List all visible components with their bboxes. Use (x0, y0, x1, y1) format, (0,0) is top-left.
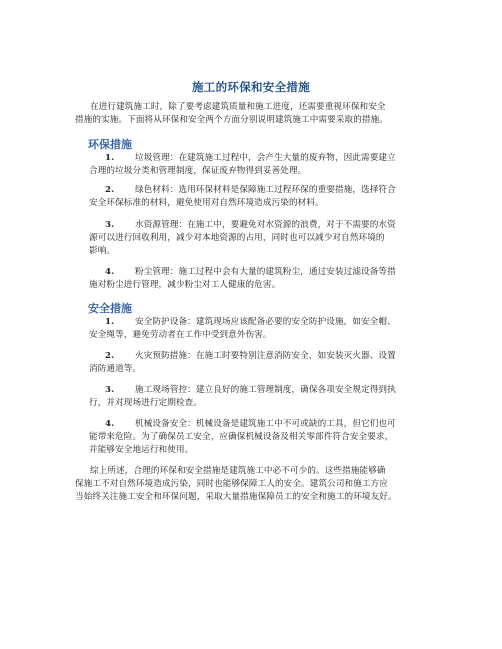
item-text: 施对粉尘进行管理，减少粉尘对工人健康的危害。 (89, 280, 281, 290)
item-text: 安全防护设备：建筑现场应该配备必要的安全防护设施，如安全帽、 (135, 317, 396, 327)
item-number: 3. (105, 220, 115, 230)
item-text: 火灾预防措施：在施工时要特别注意消防安全，如安装灭火器、设置 (135, 351, 396, 361)
intro-line: 在进行建筑施工时，除了要考虑建筑质量和施工进度，还需要重视环保和安全 (90, 102, 386, 112)
item-text: 水资源管理：在施工中，要避免对水资源的浪费，对于不需要的水资 (135, 220, 396, 230)
item-text: 消防通道等。 (89, 364, 142, 374)
item-text: 行，并对现场进行定期检查。 (89, 398, 203, 408)
list-item (89, 384, 396, 410)
item-text: 合理的垃圾分类和管理制度，保证废弃物得到妥善处理。 (89, 166, 307, 176)
conclusion-line: 当始终关注施工安全和环保问题，采取大量措施保障员工的安全和施工的环境友好。 (75, 492, 397, 502)
item-number: 3. (105, 385, 115, 395)
item-number: 2. (105, 185, 115, 195)
conclusion-paragraph (75, 465, 397, 504)
item-text: 机械设备安全：机械设备是建筑施工中不可或缺的工具，但它们也可 (135, 419, 396, 429)
item-text: 粉尘管理：施工过程中会有大量的建筑粉尘，通过安装过滤设备等措 (135, 267, 396, 277)
list-item (89, 316, 396, 342)
item-text: 安全绳等，避免劳动者在工作中受到意外伤害。 (89, 330, 272, 340)
list-item (89, 418, 396, 457)
item-number: 4. (105, 419, 115, 429)
item-text: 影响。 (89, 246, 116, 256)
item-number: 1. (105, 317, 115, 327)
item-number: 2. (105, 351, 115, 361)
list-item (89, 266, 396, 292)
item-text: 能带来危险。为了确保员工安全，应确保机械设备及相关零部件符合安全要求， (89, 432, 394, 442)
conclusion-line: 保施工不对自然环境造成污染，同时也能够保障工人的安全。建筑公司和施工方应 (75, 479, 388, 489)
conclusion-line: 综上所述，合理的环保和安全措施是建筑施工中必不可少的。这些措施能够确 (90, 466, 386, 476)
section-heading-safety: 安全措施 (88, 302, 132, 315)
document-title: 施工的环保和安全措施 (192, 80, 310, 94)
item-text: 施工现场管控：建立良好的施工管理制度，确保各项安全规定得到执 (135, 385, 396, 395)
item-text: 安全环保标准的材料，避免使用对自然环境造成污染的材料。 (89, 198, 324, 208)
intro-line: 措施的实施。下面将从环保和安全两个方面分别说明建筑施工中需要采取的措施。 (75, 115, 388, 125)
item-text: 垃圾管理：在建筑施工过程中，会产生大量的废弃物，因此需要建立 (135, 153, 396, 163)
item-number: 1. (105, 153, 115, 163)
section-heading-environment: 环保措施 (88, 138, 132, 151)
item-number: 4. (105, 267, 115, 277)
item-text: 绿色材料：选用环保材料是保障施工过程环保的重要措施，选择符合 (135, 185, 396, 195)
item-text: 并能够安全地运行和使用。 (89, 445, 194, 455)
list-item (89, 219, 396, 258)
list-item (89, 350, 396, 376)
list-item (89, 152, 396, 178)
list-item (89, 184, 396, 210)
item-text: 源可以进行回收利用，减少对本地资源的占用，同时也可以减少对自然环境的 (89, 233, 385, 243)
intro-paragraph (75, 101, 388, 127)
